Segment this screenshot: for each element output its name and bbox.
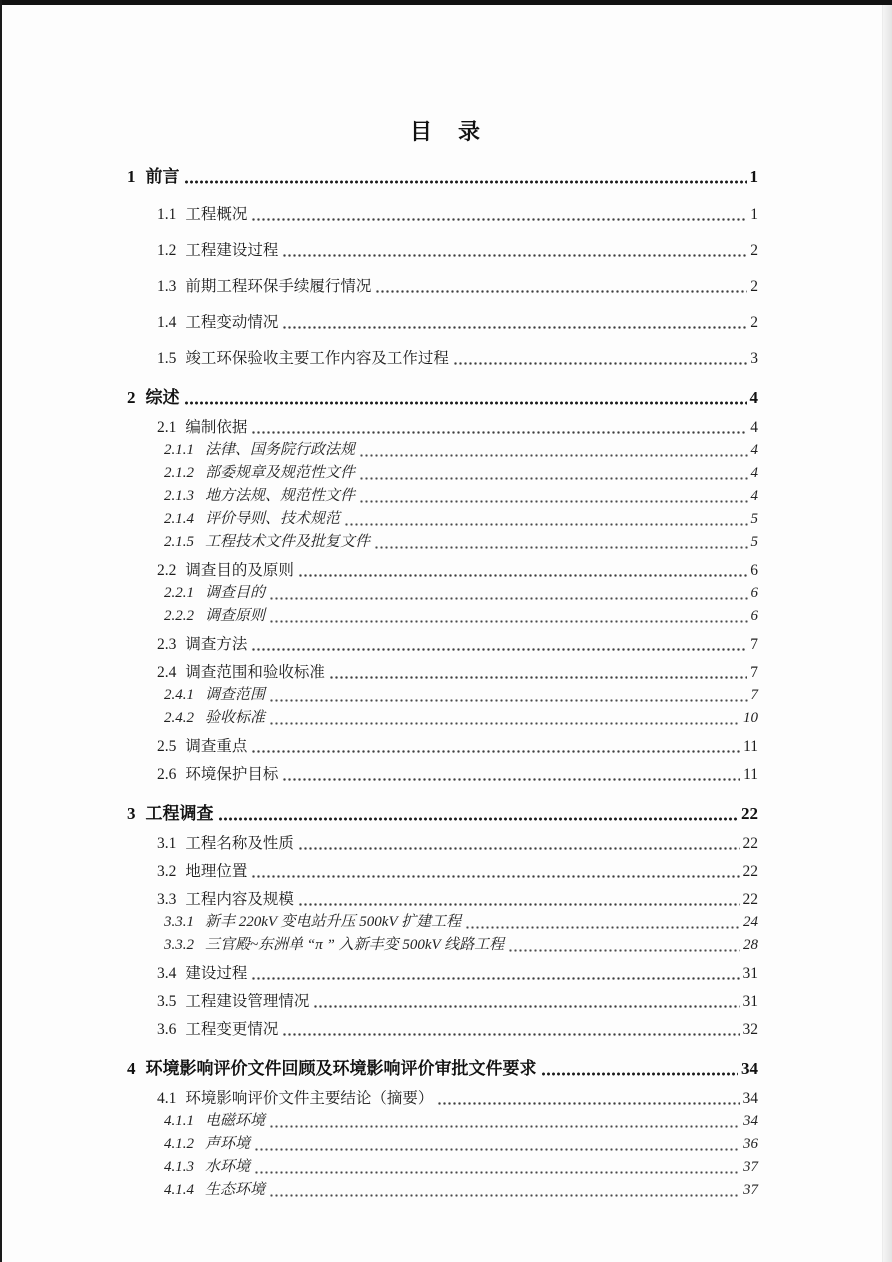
toc-entry-page-number: 10 [743,710,758,726]
toc-dot-leader [269,619,747,624]
toc-entry-number: 2.4 [157,664,177,681]
toc-entry-title: 声环境 [205,1136,251,1152]
toc-entry-title: 三官殿~东洲单 “π ” 入新丰变 500kV 线路工程 [205,937,505,953]
toc-entry-page-number: 31 [742,965,758,982]
toc-entry-title: 评价导则、技术规范 [205,511,341,527]
toc-entry-number: 2.1.3 [164,488,194,504]
toc-dot-leader [541,1071,739,1077]
toc-entry-page-number: 4 [750,465,758,481]
toc-entry-number: 3.3 [157,891,177,908]
toc-dot-leader [437,1101,739,1106]
toc-entry-title: 调查目的及原则 [185,562,294,579]
toc-dot-leader [251,430,747,435]
toc-entry-1.5 [127,347,758,370]
table-of-contents [127,164,758,1202]
toc-entry-title: 法律、国务院行政法规 [205,442,356,458]
toc-entry-number: 1.1 [157,206,177,223]
toc-entry-3.3 [127,888,758,911]
toc-dot-leader [465,925,740,930]
toc-entry-title: 水环境 [205,1159,251,1175]
toc-entry-number: 2.1 [157,419,177,436]
toc-entry-number: 2 [127,388,136,407]
toc-entry-3.5 [127,990,758,1013]
toc-entry-2.1.4 [127,508,758,531]
toc-entry-2.4 [127,661,758,684]
toc-entry-number: 2.4.1 [164,687,194,703]
toc-entry-number: 4.1.4 [164,1182,194,1198]
toc-entry-title: 前言 [145,167,180,186]
toc-dot-leader [359,453,747,458]
toc-dot-leader [269,1193,740,1198]
toc-entry-2.4.1 [127,684,758,707]
toc-entry-page-number: 1 [750,206,758,223]
toc-entry-page-number: 22 [742,891,758,908]
toc-entry-2.3 [127,633,758,656]
toc-entry-2.1 [127,416,758,439]
toc-entry-number: 1.2 [157,242,177,259]
toc-entry-2.2.1 [127,582,758,605]
toc-entry-title: 工程概况 [185,206,248,223]
toc-entry-2.6 [127,763,758,786]
toc-entry-page-number: 4 [749,388,758,407]
toc-entry-page-number: 2 [750,314,758,331]
toc-entry-title: 部委规章及规范性文件 [205,465,356,481]
toc-entry-page-number: 22 [742,863,758,880]
toc-dot-leader [375,289,747,294]
toc-entry-4.1 [127,1087,758,1110]
toc-entry-page-number: 28 [743,937,758,953]
toc-entry-2.2 [127,559,758,582]
toc-entry-page-number: 6 [750,562,758,579]
toc-entry-3.3.2 [127,934,758,957]
toc-entry-number: 3.3.2 [164,937,194,953]
toc-entry-4 [127,1056,758,1082]
toc-entry-title: 工程调查 [145,804,214,823]
toc-entry-title: 竣工环保验收主要工作内容及工作过程 [185,350,449,367]
toc-entry-title: 前期工程环保手续履行情况 [185,278,372,295]
scan-edge-top [0,0,892,5]
toc-entry-page-number: 5 [750,534,758,550]
toc-entry-3.6 [127,1018,758,1041]
toc-entry-page-number: 22 [741,804,758,823]
toc-entry-2.4.2 [127,707,758,730]
toc-entry-page-number: 3 [750,350,758,367]
toc-entry-page-number: 11 [743,766,758,783]
toc-entry-page-number: 11 [743,738,758,755]
toc-entry-title: 编制依据 [185,419,248,436]
toc-entry-number: 4.1 [157,1090,177,1107]
toc-entry-title: 调查目的 [205,585,266,601]
toc-entry-page-number: 2 [750,278,758,295]
toc-entry-3.1 [127,832,758,855]
toc-entry-number: 2.2 [157,562,177,579]
toc-entry-number: 2.2.1 [164,585,194,601]
toc-entry-page-number: 4 [750,488,758,504]
toc-entry-page-number: 6 [750,608,758,624]
toc-entry-2 [127,385,758,411]
toc-entry-page-number: 37 [743,1182,758,1198]
toc-entry-number: 3.4 [157,965,177,982]
toc-entry-3.4 [127,962,758,985]
toc-dot-leader [359,499,747,504]
toc-entry-page-number: 4 [750,419,758,436]
toc-title: 目 录 [409,119,482,144]
toc-entry-title: 工程建设管理情况 [185,993,310,1010]
toc-entry-page-number: 4 [750,442,758,458]
toc-entry-number: 2.1.2 [164,465,194,481]
toc-entry-title: 电磁环境 [205,1113,266,1129]
toc-dot-leader [269,596,747,601]
toc-dot-leader [453,361,747,366]
toc-dot-leader [269,1124,740,1129]
toc-entry-title: 生态环境 [205,1182,266,1198]
toc-entry-number: 1.4 [157,314,177,331]
toc-dot-leader [269,698,747,703]
toc-entry-page-number: 34 [742,1090,758,1107]
toc-entry-title: 地理位置 [185,863,248,880]
toc-entry-title: 验收标准 [205,710,266,726]
toc-entry-number: 3.1 [157,835,177,852]
toc-entry-number: 2.3 [157,636,177,653]
toc-entry-2.5 [127,735,758,758]
toc-entry-1.2 [127,239,758,262]
toc-entry-title: 工程内容及规模 [185,891,294,908]
toc-entry-number: 2.2.2 [164,608,194,624]
toc-dot-leader [313,1004,739,1009]
toc-entry-4.1.4 [127,1179,758,1202]
toc-entry-page-number: 34 [741,1059,758,1078]
toc-entry-number: 3.3.1 [164,914,194,930]
toc-dot-leader [184,179,747,185]
toc-entry-title: 工程建设过程 [185,242,279,259]
toc-dot-leader [282,325,747,330]
toc-dot-leader [298,846,740,851]
toc-dot-leader [282,1032,739,1037]
toc-entry-title: 工程变更情况 [185,1021,279,1038]
toc-dot-leader [359,476,747,481]
toc-entry-number: 1.3 [157,278,177,295]
toc-entry-title: 工程技术文件及批复文件 [205,534,371,550]
toc-entry-4.1.1 [127,1110,758,1133]
toc-entry-page-number: 37 [743,1159,758,1175]
toc-entry-page-number: 36 [743,1136,758,1152]
toc-entry-number: 1 [127,167,136,186]
toc-entry-4.1.3 [127,1156,758,1179]
toc-entry-title: 建设过程 [185,965,248,982]
toc-dot-leader [184,400,747,406]
toc-dot-leader [251,749,740,754]
toc-dot-leader [282,777,740,782]
toc-dot-leader [251,874,739,879]
toc-dot-leader [251,217,747,222]
toc-entry-number: 2.1.5 [164,534,194,550]
toc-entry-4.1.2 [127,1133,758,1156]
toc-entry-title: 环境保护目标 [185,766,279,783]
toc-entry-2.2.2 [127,605,758,628]
toc-dot-leader [329,675,747,680]
toc-dot-leader [374,545,747,550]
toc-entry-number: 2.6 [157,766,177,783]
toc-dot-leader [254,1170,740,1175]
toc-entry-title: 地方法规、规范性文件 [205,488,356,504]
toc-dot-leader [254,1147,740,1152]
toc-entry-2.1.3 [127,485,758,508]
toc-entry-number: 4.1.3 [164,1159,194,1175]
toc-entry-3.2 [127,860,758,883]
toc-entry-2.1.2 [127,462,758,485]
toc-entry-1 [127,164,758,190]
toc-entry-number: 1.5 [157,350,177,367]
toc-entry-number: 2.1.1 [164,442,194,458]
toc-entry-number: 3.2 [157,863,177,880]
toc-entry-number: 4.1.2 [164,1136,194,1152]
toc-entry-title: 调查方法 [185,636,248,653]
toc-entry-page-number: 34 [743,1113,758,1129]
toc-entry-title: 调查原则 [205,608,266,624]
toc-entry-page-number: 7 [750,664,758,681]
toc-entry-title: 新丰 220kV 变电站升压 500kV 扩建工程 [205,914,462,930]
toc-entry-page-number: 7 [750,636,758,653]
toc-dot-leader [269,721,740,726]
toc-entry-number: 3.6 [157,1021,177,1038]
toc-entry-page-number: 6 [750,585,758,601]
toc-entry-number: 4.1.1 [164,1113,194,1129]
document-page [0,118,892,1202]
toc-entry-1.4 [127,311,758,334]
toc-dot-leader [282,253,747,258]
toc-entry-title: 工程变动情况 [185,314,279,331]
toc-entry-number: 3.5 [157,993,177,1010]
toc-entry-page-number: 2 [750,242,758,259]
toc-dot-leader [298,573,747,578]
toc-entry-title: 调查范围 [205,687,266,703]
toc-dot-leader [298,902,740,907]
toc-entry-title: 环境影响评价文件主要结论（摘要） [185,1090,434,1107]
toc-entry-number: 3 [127,804,136,823]
toc-entry-3.3.1 [127,911,758,934]
toc-dot-leader [508,948,740,953]
toc-dot-leader [218,816,739,822]
toc-entry-title: 综述 [145,388,180,407]
toc-entry-number: 2.1.4 [164,511,194,527]
toc-entry-number: 4 [127,1059,136,1078]
toc-entry-2.1.5 [127,531,758,554]
toc-entry-page-number: 24 [743,914,758,930]
toc-entry-page-number: 31 [742,993,758,1010]
toc-entry-page-number: 7 [750,687,758,703]
toc-entry-page-number: 1 [749,167,758,186]
toc-entry-1.1 [127,203,758,226]
toc-entry-1.3 [127,275,758,298]
toc-entry-number: 2.4.2 [164,710,194,726]
toc-dot-leader [251,976,739,981]
toc-entry-page-number: 22 [742,835,758,852]
toc-dot-leader [251,647,747,652]
toc-entry-title: 调查重点 [185,738,248,755]
toc-dot-leader [344,522,747,527]
toc-entry-3 [127,801,758,827]
toc-entry-2.1.1 [127,439,758,462]
toc-entry-page-number: 5 [750,511,758,527]
toc-entry-page-number: 32 [742,1021,758,1038]
toc-entry-title: 调查范围和验收标准 [185,664,325,681]
toc-entry-number: 2.5 [157,738,177,755]
toc-entry-title: 工程名称及性质 [185,835,294,852]
toc-entry-title: 环境影响评价文件回顾及环境影响评价审批文件要求 [145,1059,537,1078]
